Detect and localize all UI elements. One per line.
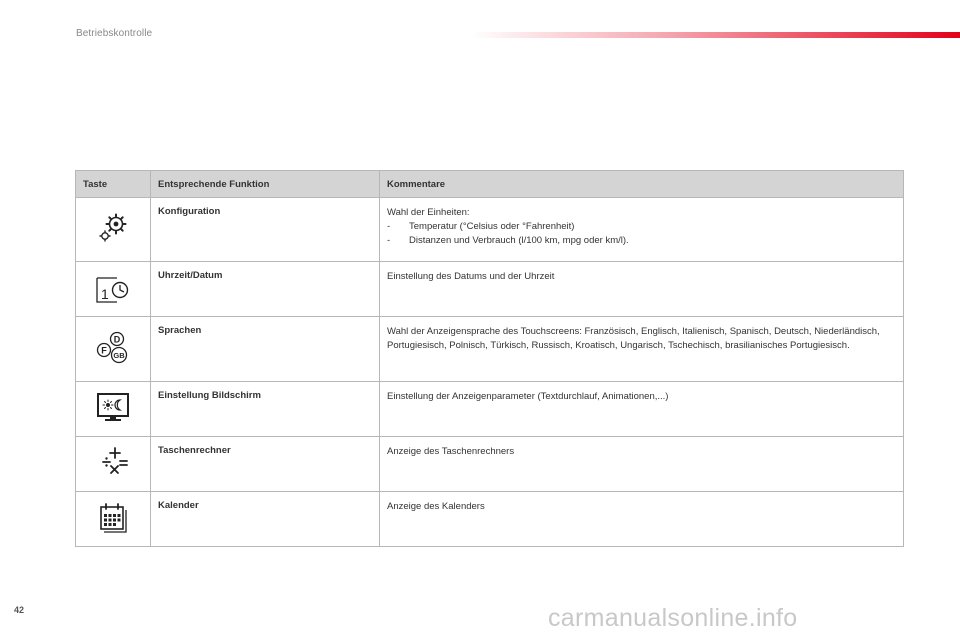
function-name: Taschenrechner — [151, 437, 380, 492]
section-title: Betriebskontrolle — [76, 28, 153, 39]
column-header-function: Entsprechende Funktion — [151, 171, 380, 198]
function-name: Uhrzeit/Datum — [151, 262, 380, 317]
function-comment: Einstellung des Datums und der Uhrzeit — [380, 262, 904, 317]
function-comment: Anzeige des Kalenders — [380, 492, 904, 547]
column-header-comments: Kommentare — [380, 171, 904, 198]
accent-bar — [470, 32, 960, 38]
function-comment: Wahl der Anzeigensprache des Touchscreens: Französisch, Englisch, Italienisch, Spanisch, Deutsch, Niederländisch, Portugiesisch, Polnisch, Türkisch, Russisch, Kroatisch, Ungarisch, Tschechisch, brasilianisches Portugiesisch. — [380, 317, 904, 382]
table-header-row — [76, 171, 904, 198]
table-row — [76, 262, 904, 317]
icon-cell — [76, 262, 151, 317]
function-name: Kalender — [151, 492, 380, 547]
languages-icon — [91, 329, 135, 367]
lang-gb-label: GB — [113, 350, 125, 360]
table-row — [76, 437, 904, 492]
table-row — [76, 198, 904, 262]
list-item-text: Temperatur (°Celsius oder °Fahrenheit) — [409, 221, 575, 232]
icon-cell — [76, 198, 151, 262]
comment-list — [387, 220, 896, 248]
list-item-text: Distanzen und Verbrauch (l/100 km, mpg oder km/l). — [409, 235, 629, 246]
screen-settings-icon — [93, 390, 133, 426]
table-row — [76, 492, 904, 547]
function-comment — [380, 198, 904, 262]
column-header-taste: Taste — [76, 171, 151, 198]
function-name: Einstellung Bildschirm — [151, 382, 380, 437]
table-row — [76, 382, 904, 437]
icon-cell — [76, 317, 151, 382]
table-row — [76, 317, 904, 382]
function-name: Sprachen — [151, 317, 380, 382]
list-marker: - — [387, 221, 391, 232]
icon-cell — [76, 437, 151, 492]
watermark: carmanualsonline.info — [548, 604, 798, 632]
list-marker: - — [387, 235, 391, 246]
settings-gears-icon — [93, 208, 133, 248]
icon-cell — [76, 492, 151, 547]
function-table — [75, 170, 904, 547]
function-comment: Einstellung der Anzeigenparameter (Textdurchlauf, Animationen,...) — [380, 382, 904, 437]
comment-text: Wahl der Einheiten: — [387, 207, 470, 218]
page-number: 42 — [14, 605, 25, 615]
list-item — [387, 234, 896, 248]
calculator-icon — [93, 444, 133, 482]
calendar-icon — [93, 499, 133, 537]
lang-d-label: D — [113, 334, 121, 344]
lang-f-label: F — [101, 345, 107, 355]
function-name: Konfiguration — [151, 198, 380, 262]
function-comment: Anzeige des Taschenrechners — [380, 437, 904, 492]
list-item — [387, 220, 896, 234]
date-digit: 1 — [101, 285, 109, 302]
icon-cell — [76, 382, 151, 437]
date-time-icon — [93, 270, 133, 306]
